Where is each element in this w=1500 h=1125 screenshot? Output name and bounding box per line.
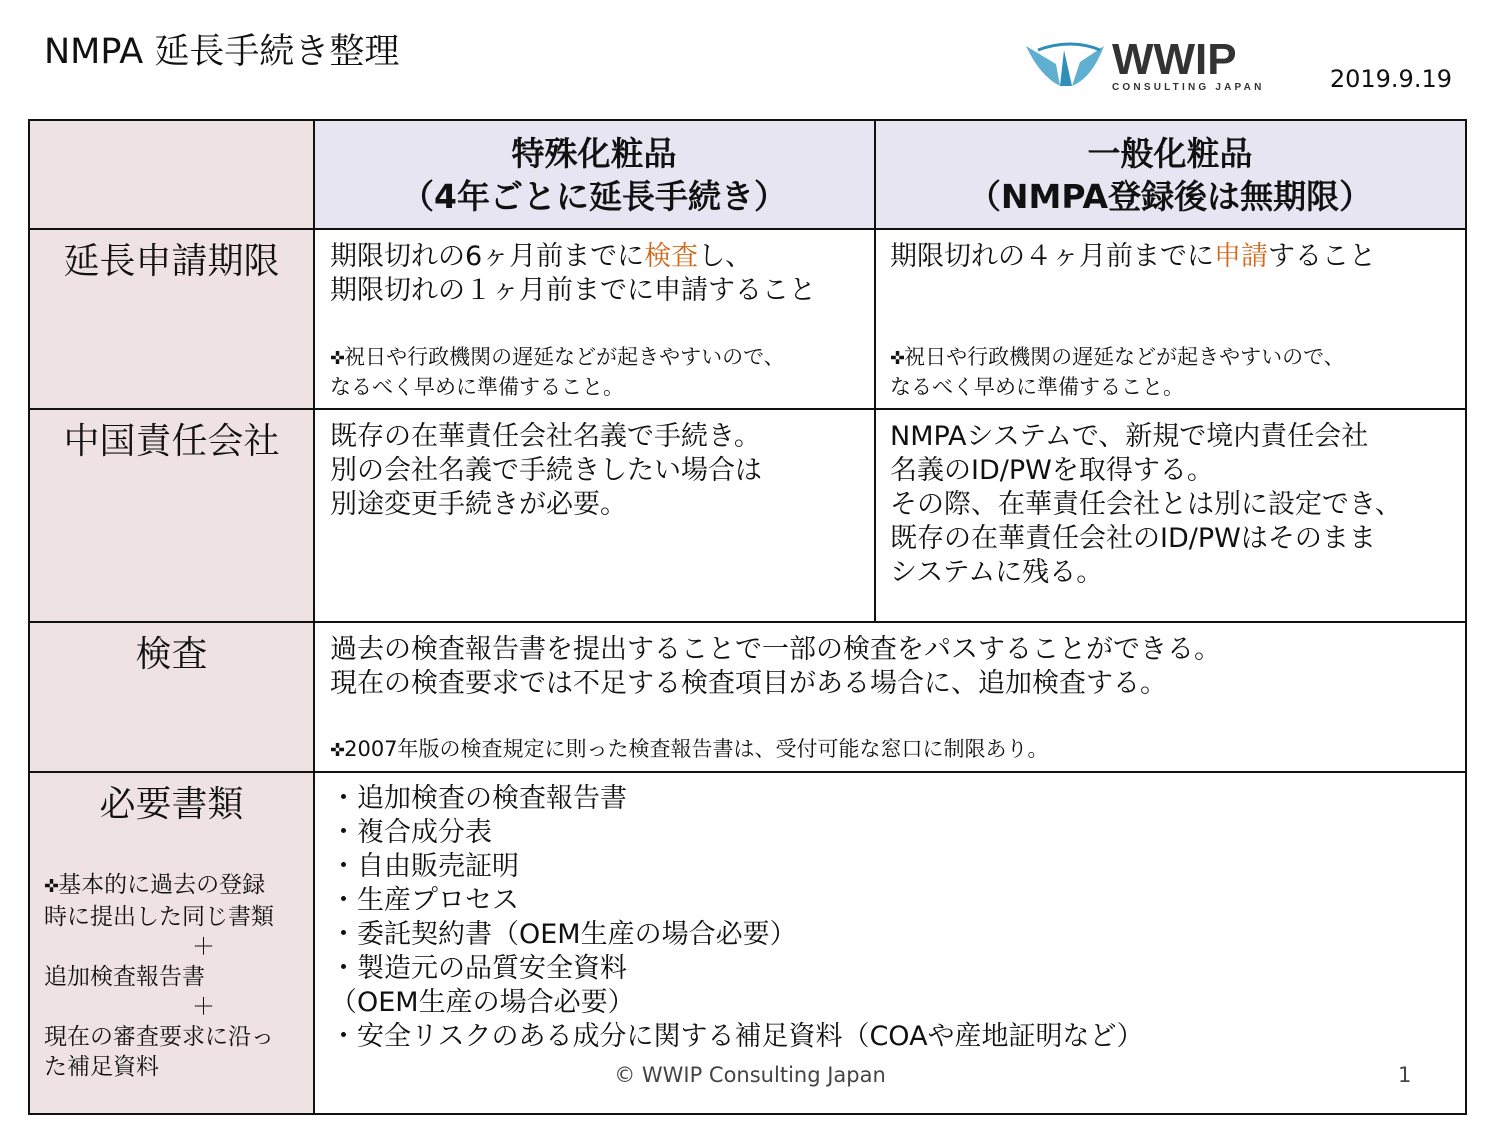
- table-border-bottom: [28, 1113, 1467, 1115]
- list-item: ・追加検査の検査報告書: [330, 783, 627, 814]
- responsible-company-special: [330, 420, 762, 522]
- renewal-deadline-general-note: [890, 343, 1345, 402]
- logo-text: WWIP: [1112, 36, 1237, 84]
- column-header-subtitle: （NMPA登録後は無期限）: [967, 177, 1373, 216]
- text: NMPAシステムで、新規で境内責任会社: [890, 421, 1369, 452]
- plus-sign: ＋: [192, 934, 215, 960]
- renewal-deadline-general: [890, 240, 1376, 274]
- date: 2019.9.19: [1329, 65, 1452, 93]
- inspection-note: [330, 735, 1049, 765]
- column-header-title: 一般化粧品: [1087, 134, 1253, 173]
- wwip-logo: [1020, 36, 1280, 96]
- note-marker-icon: ✜: [330, 348, 345, 369]
- list-item: ・製造元の品質安全資料: [330, 953, 627, 984]
- plus-sign: ＋: [192, 994, 215, 1020]
- text: 既存の在華責任会社名義で手続き。: [330, 421, 761, 452]
- column-header-subtitle: （4年ごとに延長手続き）: [401, 177, 787, 216]
- column-header-special: [314, 132, 874, 218]
- required-documents-list: [330, 782, 1144, 1054]
- text: すること: [1268, 241, 1376, 272]
- text: し、: [698, 241, 753, 272]
- responsible-company-general: [890, 420, 1402, 590]
- column-header-general: [875, 132, 1465, 218]
- row-divider: [28, 621, 1467, 623]
- text: 現在の審査要求に沿っ: [44, 1024, 274, 1050]
- text: 期限切れの４ヶ月前までに: [890, 241, 1214, 272]
- page-title: NMPA 延長手続き整理: [44, 32, 400, 72]
- text: その際、在華責任会社とは別に設定でき、: [890, 489, 1402, 520]
- text: 既存の在華責任会社のID/PWはそのまま: [890, 523, 1376, 554]
- text: 過去の検査報告書を提出することで一部の検査をパスすることができる。: [330, 634, 1221, 665]
- inspection-text: [330, 633, 1221, 701]
- list-item: （OEM生産の場合必要）: [330, 987, 635, 1018]
- table-border-top: [28, 119, 1467, 121]
- copyright: © WWIP Consulting Japan: [614, 1063, 886, 1087]
- list-item: ・複合成分表: [330, 817, 492, 848]
- text: 祝日や行政機関の遅延などが起きやすいので、: [344, 345, 785, 369]
- table-border-right: [1465, 119, 1467, 1115]
- wwip-logo-mark: [1020, 36, 1280, 96]
- text: 期限切れの6ヶ月前までに: [330, 241, 645, 272]
- highlight-text: 検査: [644, 241, 699, 272]
- row-label-china-responsible-company: 中国責任会社: [63, 421, 280, 462]
- page-number: 1: [1398, 1063, 1412, 1087]
- renewal-deadline-special: [330, 240, 816, 308]
- required-documents-summary: [44, 870, 274, 1082]
- list-item: ・自由販売証明: [330, 851, 519, 882]
- renewal-deadline-special-note: [330, 343, 785, 402]
- text: た補足資料: [44, 1054, 159, 1080]
- list-item: ・安全リスクのある成分に関する補足資料（COAや産地証明など）: [330, 1021, 1144, 1052]
- text: 追加検査報告書: [44, 964, 205, 990]
- row-label-inspection: 検査: [135, 634, 208, 675]
- row-divider: [28, 228, 1467, 230]
- text: なるべく早めに準備すること。: [330, 375, 624, 399]
- note-marker-icon: ✜: [44, 876, 59, 897]
- text: 期限切れの１ヶ月前までに申請すること: [330, 275, 816, 306]
- list-item: ・生産プロセス: [330, 885, 519, 916]
- row-label-renewal-deadline: 延長申請期限: [63, 241, 280, 282]
- row-divider: [28, 771, 1467, 773]
- note-marker-icon: ✜: [330, 740, 345, 761]
- row-label-required-documents: 必要書類: [99, 784, 244, 825]
- text: システムに残る。: [890, 557, 1104, 588]
- row-divider: [28, 408, 1467, 410]
- text: 祝日や行政機関の遅延などが起きやすいので、: [904, 345, 1345, 369]
- text: 別の会社名義で手続きしたい場合は: [330, 455, 762, 486]
- list-item: ・委託契約書（OEM生産の場合必要）: [330, 919, 797, 950]
- text: 時に提出した同じ書類: [44, 904, 274, 930]
- text: 2007年版の検査規定に則った検査報告書は、受付可能な窓口に制限あり。: [344, 737, 1049, 761]
- text: 名義のID/PWを取得する。: [890, 455, 1214, 486]
- highlight-text: 申請: [1214, 241, 1268, 272]
- text: 別途変更手続きが必要。: [330, 489, 627, 520]
- logo-subtext: CONSULTING JAPAN: [1112, 82, 1265, 93]
- column-header-title: 特殊化粧品: [511, 134, 677, 173]
- text: なるべく早めに準備すること。: [890, 375, 1184, 399]
- text: 現在の検査要求では不足する検査項目がある場合に、追加検査する。: [330, 668, 1167, 699]
- note-marker-icon: ✜: [890, 348, 905, 369]
- text: 基本的に過去の登録: [58, 872, 266, 898]
